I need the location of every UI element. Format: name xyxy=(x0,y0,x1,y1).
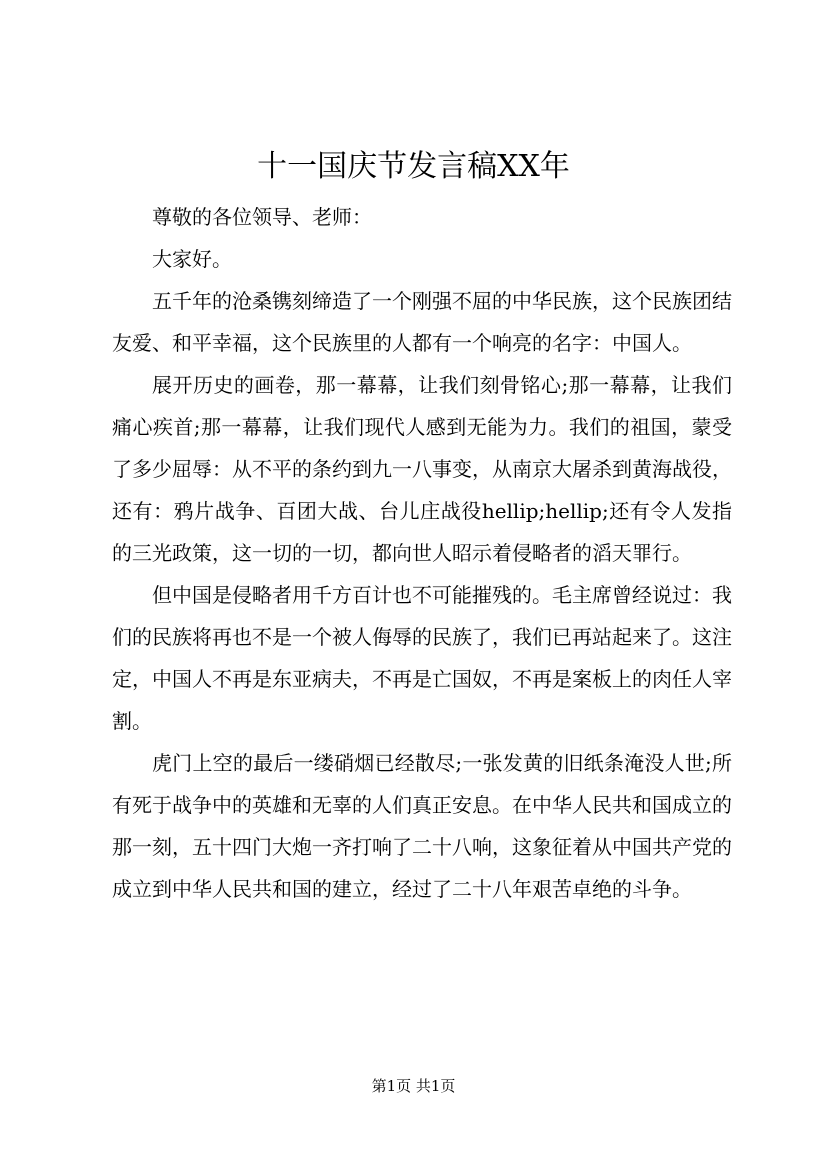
body-paragraph: 五千年的沧桑镌刻缔造了一个刚强不屈的中华民族，这个民族团结友爱、和平幸福，这个民族里的人都有一个响亮的名字：中国人。 xyxy=(112,289,732,355)
body-paragraph: 但中国是侵略者用千方百计也不可能摧残的。毛主席曾经说过：我们的民族将再也不是一个被人侮辱的民族了，我们已再站起来了。这注定，中国人不再是东亚病夫，不再是亡国奴，不再是案板上的肉任人宰割。 xyxy=(112,583,732,733)
salutation-paragraph: 尊敬的各位领导、老师： xyxy=(152,205,372,229)
document-body xyxy=(112,196,732,910)
page-number-footer: 第1页 共1页 xyxy=(371,1077,456,1095)
greeting-paragraph: 大家好。 xyxy=(152,247,232,271)
body-paragraph: 展开历史的画卷，那一幕幕，让我们刻骨铭心;那一幕幕，让我们痛心疾首;那一幕幕，让我们现代人感到无能为力。我们的祖国，蒙受了多少屈辱：从不平的条约到九一八事变，从南京大屠杀到黄海战役，还有：鸦片战争、百团大战、台儿庄战役hellip;hellip;还有令人发指的三光政策，这一切的一切，都向世人昭示着侵略者的滔天罪行。 xyxy=(112,373,732,565)
body-paragraph: 虎门上空的最后一缕硝烟已经散尽;一张发黄的旧纸条淹没人世;所有死于战争中的英雄和无辜的人们真正安息。在中华人民共和国成立的那一刻，五十四门大炮一齐打响了二十八响，这象征着从中国共产党的成立到中华人民共和国的建立，经过了二十八年艰苦卓绝的斗争。 xyxy=(112,751,732,901)
document-title: 十一国庆节发言稿XX年 xyxy=(257,149,570,184)
